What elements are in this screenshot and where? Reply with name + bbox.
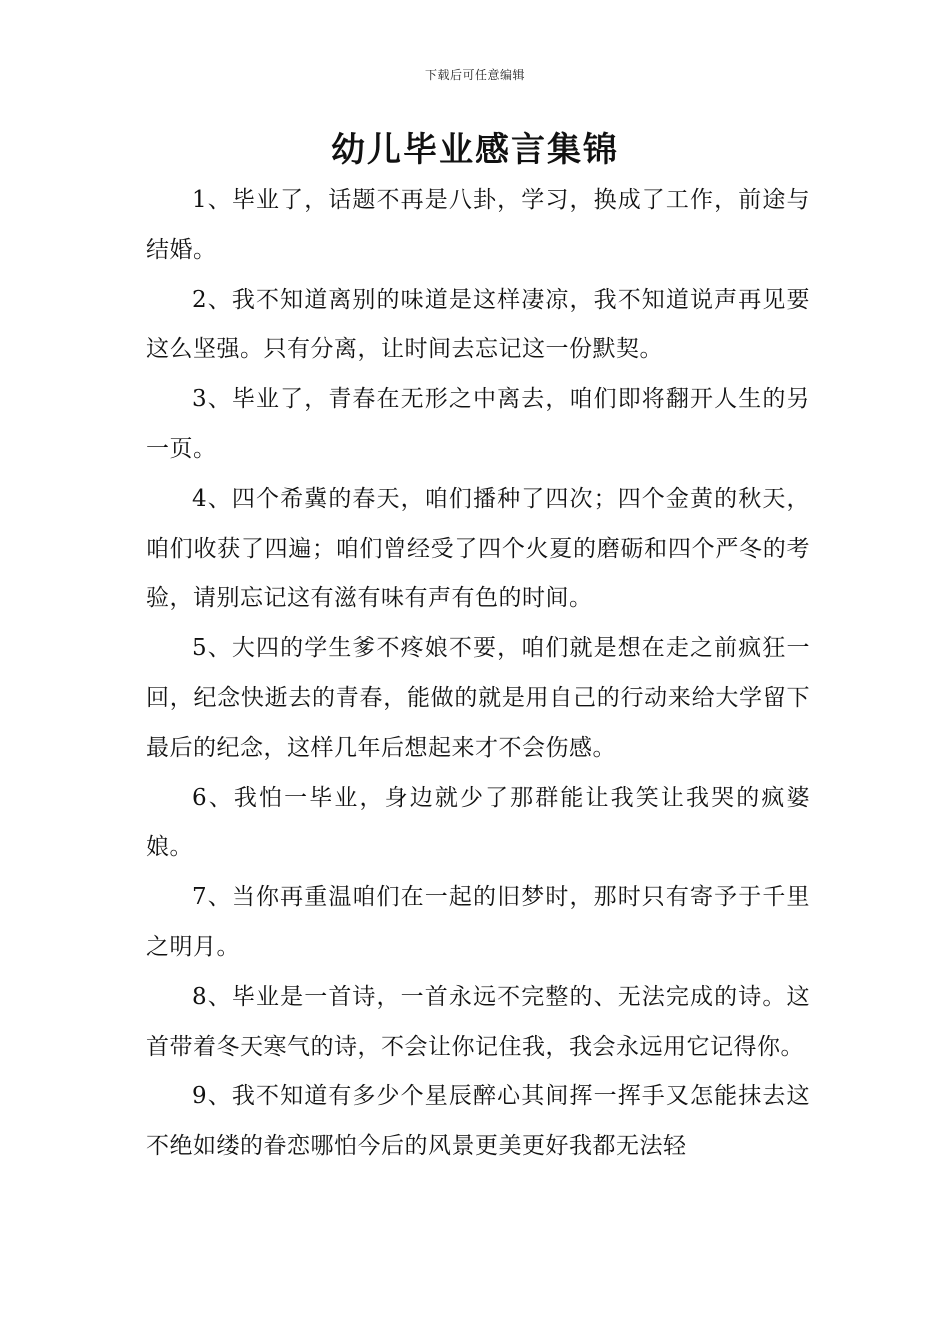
paragraph-2: 2、我不知道离别的味道是这样凄凉，我不知道说声再见要这么坚强。只有分离，让时间去忘记这一份默契。 [146,286,810,363]
document-body [146,176,810,1172]
paragraph-3: 3、毕业了，青春在无形之中离去，咱们即将翻开人生的另一页。 [146,386,810,462]
paragraph-8: 8、毕业是一首诗，一首永远不完整的、无法完成的诗。这首带着冬天寒气的诗，不会让你记住我，我会永远用它记得你。 [146,983,810,1060]
paragraph-5: 5、大四的学生爹不疼娘不要，咱们就是想在走之前疯狂一回，纪念快逝去的青春，能做的就是用自己的行动来给大学留下最后的纪念，这样几年后想起来才不会伤感。 [146,635,810,761]
paragraph-9: 9、我不知道有多少个星辰醉心其间挥一挥手又怎能抹去这不绝如缕的眷恋哪怕今后的风景更美更好我都无法轻 [146,1083,810,1160]
paragraph-1: 1、毕业了，话题不再是八卦，学习，换成了工作，前途与结婚。 [146,187,810,263]
header-note: 下载后可任意编辑 [424,68,525,82]
paragraph-7: 7、当你再重温咱们在一起的旧梦时，那时只有寄予于千里之明月。 [146,884,810,960]
paragraph-6: 6、我怕一毕业，身边就少了那群能让我笑让我哭的疯婆娘。 [146,784,810,861]
document-title: 幼儿毕业感言集锦 [331,130,619,170]
paragraph-4: 4、四个希冀的春天，咱们播种了四次；四个金黄的秋天，咱们收获了四遍；咱们曾经受了四个火夏的磨砺和四个严冬的考验，请别忘记这有滋有味有声有色的时间。 [146,485,810,612]
